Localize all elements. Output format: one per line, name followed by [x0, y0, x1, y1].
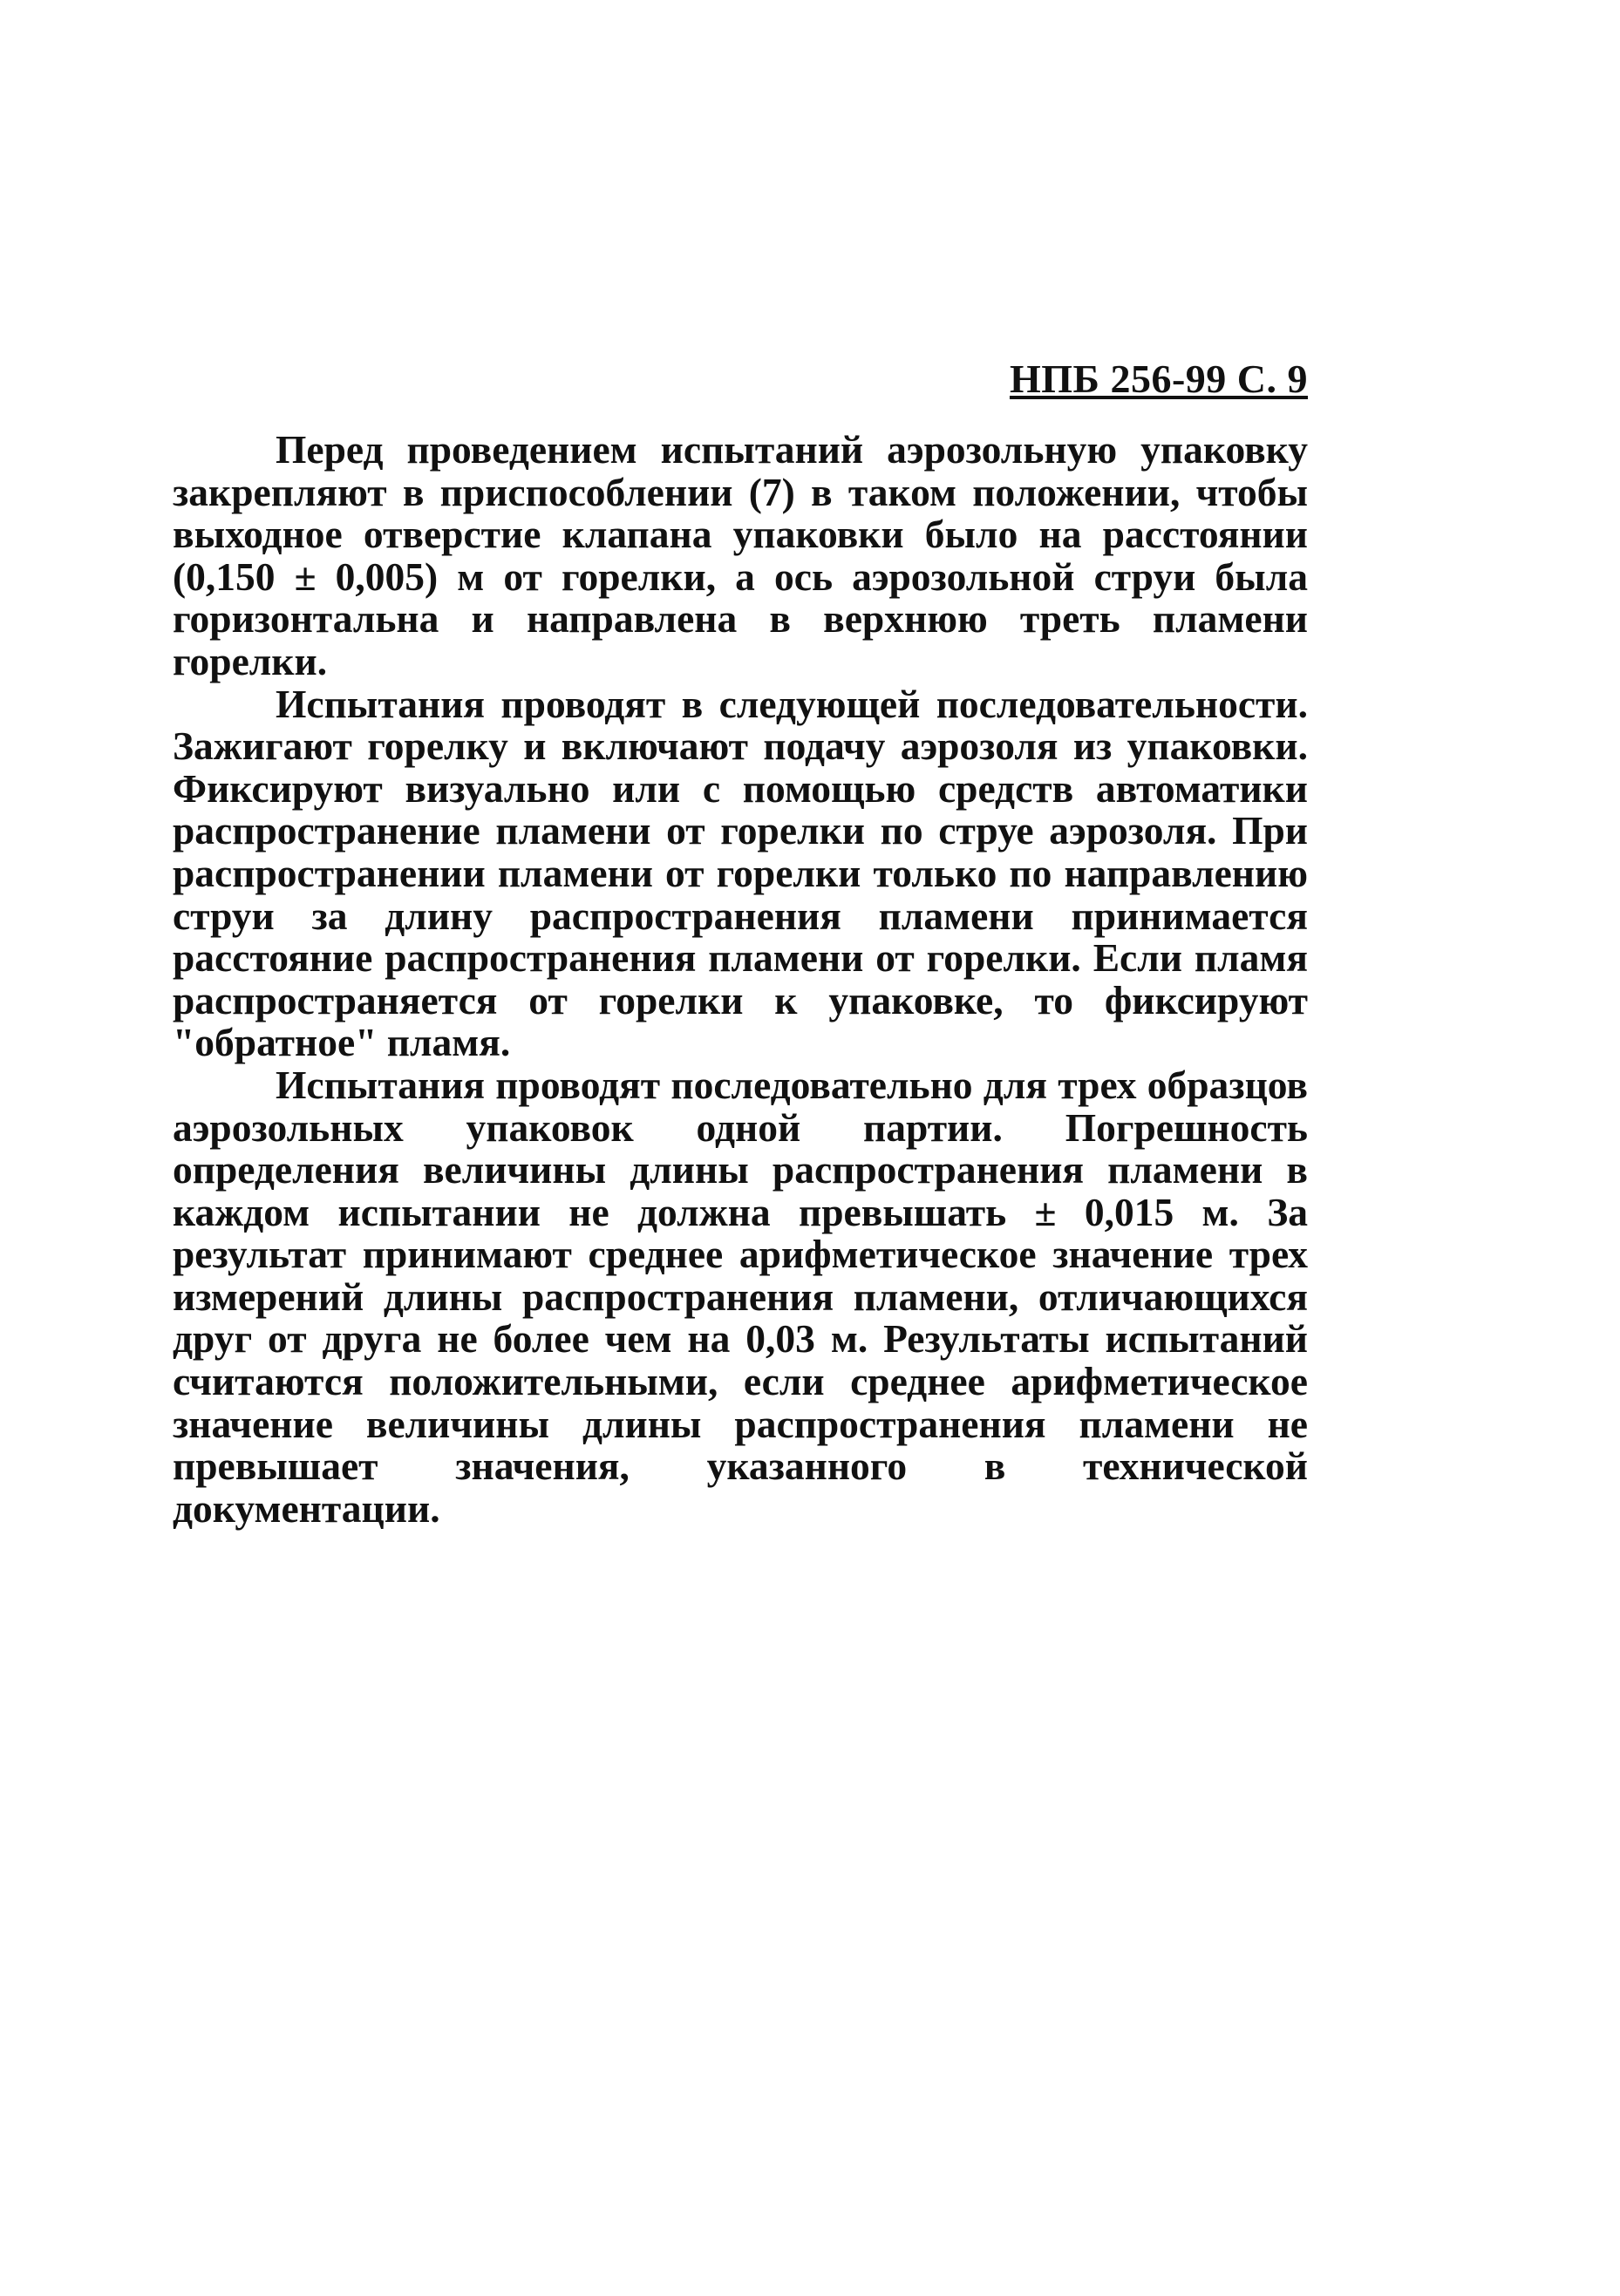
paragraph-test-sequence: Испытания проводят в следующей последовательности. Зажигают горелку и включают подачу аэрозоля из упаковки. Фиксируют визуально или с помощью средств автоматики распространение пламени от горелки по струе аэрозоля. При распространении пламени от горелки только по направлению струи за длину распространения пламени принимается расстояние распространения пламени от горелки. Если пламя распространяется от горелки к упаковке, то фиксируют "обратное" пламя. [173, 681, 1308, 1065]
paragraph-test-setup: Перед проведением испытаний аэрозольную упаковку закрепляют в приспособлении (7) в таком положении, чтобы выходное отверстие клапана упаковки было на расстоянии (0,150 ± 0,005) м от горелки, а ось аэрозольной струи была горизонтальна и направлена в верхнюю треть пламени горелки. [173, 427, 1308, 683]
document-body [173, 429, 1308, 1530]
paragraph-test-results: Испытания проводят последовательно для трех образцов аэрозольных упаковок одной партии. Погрешность определения величины длины распространения пламени в каждом испытании не должна превышать ± 0,015 м. За результат принимают среднее арифметическое значение трех измерений длины распространения пламени, отличающихся друг от друга не более чем на 0,03 м. Результаты испытаний считаются положительными, если среднее арифметическое значение величины длины распространения пламени не превышает значения, указанного в технической документации. [173, 1062, 1308, 1531]
page-header-doc-ref: НПБ 256-99 С. 9 [1009, 357, 1308, 401]
